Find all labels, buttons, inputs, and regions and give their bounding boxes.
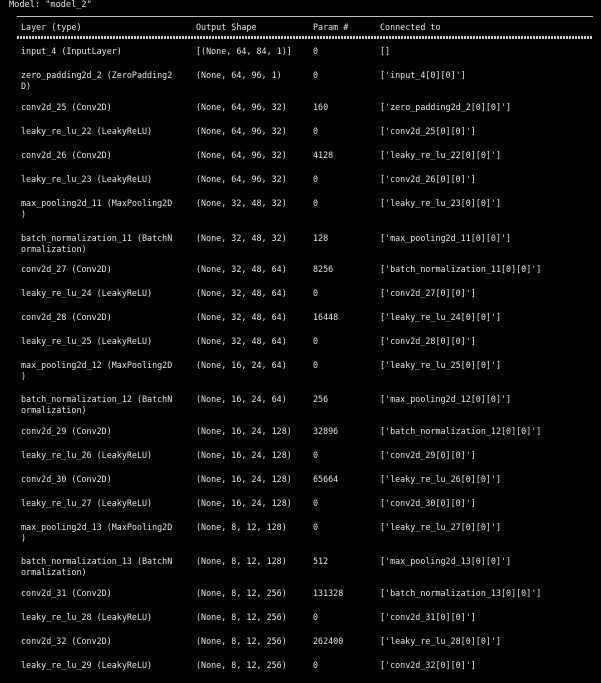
param-count: 0 bbox=[313, 46, 319, 56]
connected-to: ['leaky_re_lu_23[0][0]'] bbox=[380, 198, 502, 208]
layer-name: conv2d_28 (Conv2D) bbox=[21, 312, 112, 322]
output-shape: (None, 8, 12, 128) bbox=[196, 522, 287, 532]
layer-name: leaky_re_lu_22 (LeakyReLU) bbox=[21, 126, 153, 136]
layer-name: conv2d_30 (Conv2D) bbox=[21, 474, 112, 484]
param-count: 32896 bbox=[313, 426, 339, 436]
layer-name: max_pooling2d_11 (MaxPooling2D ) bbox=[21, 198, 173, 219]
param-count: 0 bbox=[313, 336, 319, 346]
output-shape: (None, 32, 48, 32) bbox=[196, 233, 287, 243]
output-shape: [(None, 64, 84, 1)] bbox=[196, 46, 292, 56]
connected-to: ['conv2d_25[0][0]'] bbox=[380, 126, 476, 136]
connected-to: [] bbox=[380, 46, 391, 56]
connected-to: ['conv2d_31[0][0]'] bbox=[380, 612, 476, 622]
output-shape: (None, 64, 96, 32) bbox=[196, 174, 287, 184]
top-separator bbox=[17, 16, 593, 17]
output-shape: (None, 16, 24, 128) bbox=[196, 426, 292, 436]
param-count: 65664 bbox=[313, 474, 339, 484]
connected-to: ['leaky_re_lu_26[0][0]'] bbox=[380, 474, 502, 484]
header-separator bbox=[17, 36, 593, 39]
param-count: 131328 bbox=[313, 588, 344, 598]
output-shape: (None, 8, 12, 256) bbox=[196, 612, 287, 622]
param-count: 262400 bbox=[313, 636, 344, 646]
connected-to: ['input_4[0][0]'] bbox=[380, 70, 466, 80]
layer-name: batch_normalization_12 (BatchN ormalization) bbox=[21, 394, 173, 415]
table-header bbox=[0, 22, 601, 34]
layer-name: zero_padding2d_2 (ZeroPadding2 D) bbox=[21, 70, 173, 91]
layer-name: conv2d_31 (Conv2D) bbox=[21, 588, 112, 598]
layer-name: batch_normalization_13 (BatchN ormalization) bbox=[21, 556, 173, 577]
output-shape: (None, 32, 48, 32) bbox=[196, 198, 287, 208]
param-count: 0 bbox=[313, 360, 319, 370]
output-shape: (None, 16, 24, 64) bbox=[196, 394, 287, 404]
layer-name: conv2d_26 (Conv2D) bbox=[21, 150, 112, 160]
output-shape: (None, 16, 24, 128) bbox=[196, 498, 292, 508]
connected-to: ['conv2d_26[0][0]'] bbox=[380, 174, 476, 184]
layer-name: conv2d_29 (Conv2D) bbox=[21, 426, 112, 436]
connected-to: ['leaky_re_lu_25[0][0]'] bbox=[380, 360, 502, 370]
output-shape: (None, 8, 12, 256) bbox=[196, 588, 287, 598]
connected-to: ['batch_normalization_13[0][0]'] bbox=[380, 588, 542, 598]
param-count: 0 bbox=[313, 498, 319, 508]
header-connected-to: Connected to bbox=[380, 22, 441, 32]
connected-to: ['conv2d_29[0][0]'] bbox=[380, 450, 476, 460]
param-count: 0 bbox=[313, 612, 319, 622]
param-count: 0 bbox=[313, 198, 319, 208]
param-count: 0 bbox=[313, 70, 319, 80]
layer-name: leaky_re_lu_27 (LeakyReLU) bbox=[21, 498, 153, 508]
header-param-count: Param # bbox=[313, 22, 349, 32]
param-count: 160 bbox=[313, 102, 329, 112]
param-count: 0 bbox=[313, 288, 319, 298]
header-layer-type: Layer (type) bbox=[21, 22, 82, 32]
connected-to: ['conv2d_30[0][0]'] bbox=[380, 498, 476, 508]
output-shape: (None, 16, 24, 128) bbox=[196, 474, 292, 484]
output-shape: (None, 8, 12, 256) bbox=[196, 660, 287, 670]
connected-to: ['batch_normalization_12[0][0]'] bbox=[380, 426, 542, 436]
layer-name: max_pooling2d_13 (MaxPooling2D ) bbox=[21, 522, 173, 543]
param-count: 0 bbox=[313, 174, 319, 184]
output-shape: (None, 64, 96, 1) bbox=[196, 70, 282, 80]
output-shape: (None, 32, 48, 64) bbox=[196, 336, 287, 346]
layer-name: input_4 (InputLayer) bbox=[21, 46, 122, 56]
model-title: Model: "model_2" bbox=[9, 0, 92, 10]
layer-name: conv2d_32 (Conv2D) bbox=[21, 636, 112, 646]
connected-to: ['conv2d_32[0][0]'] bbox=[380, 660, 476, 670]
param-count: 8256 bbox=[313, 264, 334, 274]
output-shape: (None, 8, 12, 256) bbox=[196, 636, 287, 646]
header-output-shape: Output Shape bbox=[196, 22, 257, 32]
layer-name: conv2d_27 (Conv2D) bbox=[21, 264, 112, 274]
output-shape: (None, 32, 48, 64) bbox=[196, 288, 287, 298]
layer-name: leaky_re_lu_28 (LeakyReLU) bbox=[21, 612, 153, 622]
layer-name: leaky_re_lu_26 (LeakyReLU) bbox=[21, 450, 153, 460]
output-shape: (None, 16, 24, 64) bbox=[196, 360, 287, 370]
output-shape: (None, 64, 96, 32) bbox=[196, 126, 287, 136]
connected-to: ['batch_normalization_11[0][0]'] bbox=[380, 264, 542, 274]
param-count: 0 bbox=[313, 522, 319, 532]
connected-to: ['leaky_re_lu_22[0][0]'] bbox=[380, 150, 502, 160]
connected-to: ['zero_padding2d_2[0][0]'] bbox=[380, 102, 512, 112]
param-count: 16448 bbox=[313, 312, 339, 322]
output-shape: (None, 64, 96, 32) bbox=[196, 102, 287, 112]
param-count: 256 bbox=[313, 394, 329, 404]
connected-to: ['conv2d_28[0][0]'] bbox=[380, 336, 476, 346]
output-shape: (None, 32, 48, 64) bbox=[196, 264, 287, 274]
connected-to: ['max_pooling2d_11[0][0]'] bbox=[380, 233, 512, 243]
connected-to: ['leaky_re_lu_24[0][0]'] bbox=[380, 312, 502, 322]
connected-to: ['leaky_re_lu_28[0][0]'] bbox=[380, 636, 502, 646]
param-count: 128 bbox=[313, 233, 329, 243]
layer-name: leaky_re_lu_25 (LeakyReLU) bbox=[21, 336, 153, 346]
param-count: 0 bbox=[313, 450, 319, 460]
output-shape: (None, 8, 12, 128) bbox=[196, 556, 287, 566]
connected-to: ['leaky_re_lu_27[0][0]'] bbox=[380, 522, 502, 532]
connected-to: ['max_pooling2d_12[0][0]'] bbox=[380, 394, 512, 404]
layer-name: conv2d_25 (Conv2D) bbox=[21, 102, 112, 112]
param-count: 512 bbox=[313, 556, 329, 566]
output-shape: (None, 16, 24, 128) bbox=[196, 450, 292, 460]
connected-to: ['max_pooling2d_13[0][0]'] bbox=[380, 556, 512, 566]
layer-name: leaky_re_lu_29 (LeakyReLU) bbox=[21, 660, 153, 670]
output-shape: (None, 32, 48, 64) bbox=[196, 312, 287, 322]
layer-name: batch_normalization_11 (BatchN ormalization) bbox=[21, 233, 173, 254]
output-shape: (None, 64, 96, 32) bbox=[196, 150, 287, 160]
layer-name: leaky_re_lu_23 (LeakyReLU) bbox=[21, 174, 153, 184]
connected-to: ['conv2d_27[0][0]'] bbox=[380, 288, 476, 298]
param-count: 4128 bbox=[313, 150, 334, 160]
param-count: 0 bbox=[313, 660, 319, 670]
layer-name: leaky_re_lu_24 (LeakyReLU) bbox=[21, 288, 153, 298]
param-count: 0 bbox=[313, 126, 319, 136]
layer-name: max_pooling2d_12 (MaxPooling2D ) bbox=[21, 360, 173, 381]
